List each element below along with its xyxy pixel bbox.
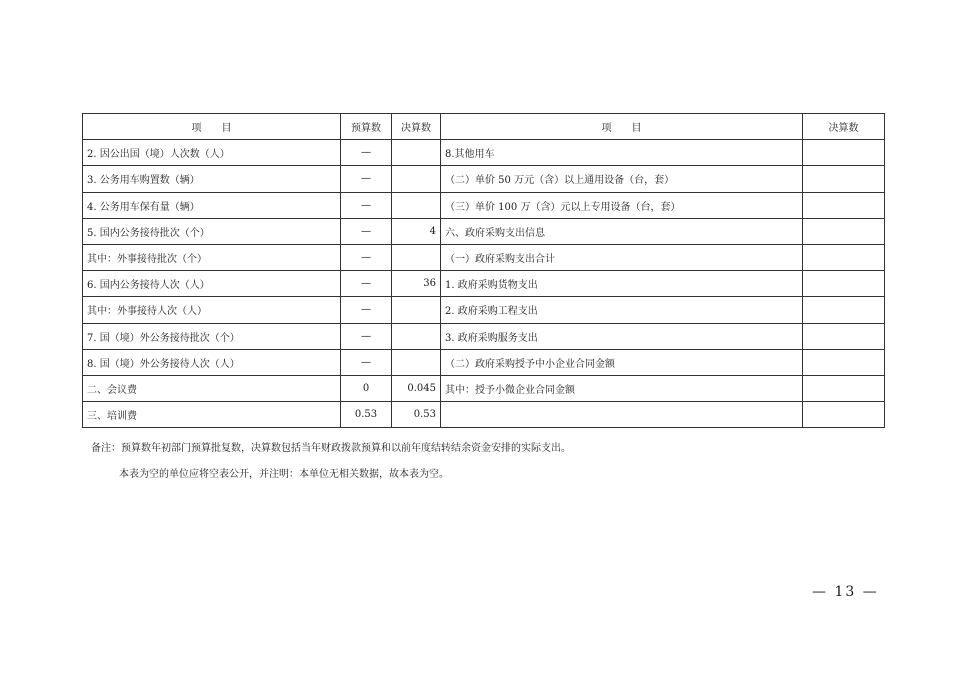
table-row xyxy=(83,244,885,270)
row-item-right: 六、政府采购支出信息 xyxy=(441,218,803,244)
row-final xyxy=(392,166,441,192)
row-item-left: 5. 国内公务接待批次（个） xyxy=(83,218,341,244)
row-item-right xyxy=(441,402,803,428)
row-item-left: 8. 国（境）外公务接待人次（人） xyxy=(83,349,341,375)
row-final xyxy=(392,140,441,166)
row-item-right: （三）单价 100 万（含）元以上专用设备（台，套） xyxy=(441,192,803,218)
row-budget: — xyxy=(341,192,392,218)
row-item-left: 2. 因公出国（境）人次数（人） xyxy=(83,140,341,166)
row-budget: — xyxy=(341,218,392,244)
row-budget: — xyxy=(341,244,392,270)
row-final-right xyxy=(803,323,885,349)
row-item-right: （二）政府采购授予中小企业合同金额 xyxy=(441,349,803,375)
row-budget: — xyxy=(341,349,392,375)
row-budget: — xyxy=(341,166,392,192)
row-final xyxy=(392,349,441,375)
table-header-row xyxy=(83,114,885,140)
table-row xyxy=(83,218,885,244)
row-budget: — xyxy=(341,271,392,297)
row-final-right xyxy=(803,297,885,323)
row-budget: — xyxy=(341,140,392,166)
row-final-right xyxy=(803,166,885,192)
row-budget: 0 xyxy=(341,375,392,401)
row-final-right xyxy=(803,244,885,270)
row-final xyxy=(392,323,441,349)
row-item-left: 三、培训费 xyxy=(83,402,341,428)
row-final xyxy=(392,297,441,323)
header-item-left: 项 目 xyxy=(83,114,341,140)
row-budget: — xyxy=(341,323,392,349)
row-final: 36 xyxy=(392,271,441,297)
table-row xyxy=(83,323,885,349)
row-item-left: 3. 公务用车购置数（辆） xyxy=(83,166,341,192)
row-final xyxy=(392,192,441,218)
table-row xyxy=(83,271,885,297)
header-budget: 预算数 xyxy=(341,114,392,140)
row-item-right: 3. 政府采购服务支出 xyxy=(441,323,803,349)
table-row xyxy=(83,297,885,323)
row-item-right: 2. 政府采购工程支出 xyxy=(441,297,803,323)
table-row xyxy=(83,192,885,218)
row-final: 0.53 xyxy=(392,402,441,428)
row-item-right: 8.其他用车 xyxy=(441,140,803,166)
expenditure-table xyxy=(82,113,885,428)
row-final-right xyxy=(803,402,885,428)
row-final-right xyxy=(803,192,885,218)
header-final-left: 决算数 xyxy=(392,114,441,140)
table-row xyxy=(83,375,885,401)
header-final-right: 决算数 xyxy=(803,114,885,140)
page-number: — 13 — xyxy=(812,584,879,600)
row-budget: 0.53 xyxy=(341,402,392,428)
row-item-left: 6. 国内公务接待人次（人） xyxy=(83,271,341,297)
row-budget: — xyxy=(341,297,392,323)
row-item-right: （二）单价 50 万元（含）以上通用设备（台，套） xyxy=(441,166,803,192)
row-final-right xyxy=(803,218,885,244)
row-final-right xyxy=(803,375,885,401)
table-row xyxy=(83,166,885,192)
row-final: 4 xyxy=(392,218,441,244)
row-final-right xyxy=(803,349,885,375)
footnote-empty-table: 本表为空的单位应将空表公开，并注明：本单位无相关数据，故本表为空。 xyxy=(119,469,449,480)
row-item-right: （一）政府采购支出合计 xyxy=(441,244,803,270)
row-item-left: 7. 国（境）外公务接待批次（个） xyxy=(83,323,341,349)
row-final-right xyxy=(803,140,885,166)
row-final-right xyxy=(803,271,885,297)
header-item-right: 项 目 xyxy=(441,114,803,140)
row-item-left: 其中：外事接待批次（个） xyxy=(83,244,341,270)
row-item-right: 1. 政府采购货物支出 xyxy=(441,271,803,297)
row-item-right: 其中：授予小微企业合同金额 xyxy=(441,375,803,401)
row-final: 0.045 xyxy=(392,375,441,401)
table-row xyxy=(83,402,885,428)
table-row xyxy=(83,140,885,166)
row-item-left: 其中：外事接待人次（人） xyxy=(83,297,341,323)
row-item-left: 二、会议费 xyxy=(83,375,341,401)
row-final xyxy=(392,244,441,270)
row-item-left: 4. 公务用车保有量（辆） xyxy=(83,192,341,218)
table-row xyxy=(83,349,885,375)
footnote-remarks: 备注：预算数年初部门预算批复数，决算数包括当年财政拨款预算和以前年度结转结余资金安排的实际支出。 xyxy=(91,443,571,454)
